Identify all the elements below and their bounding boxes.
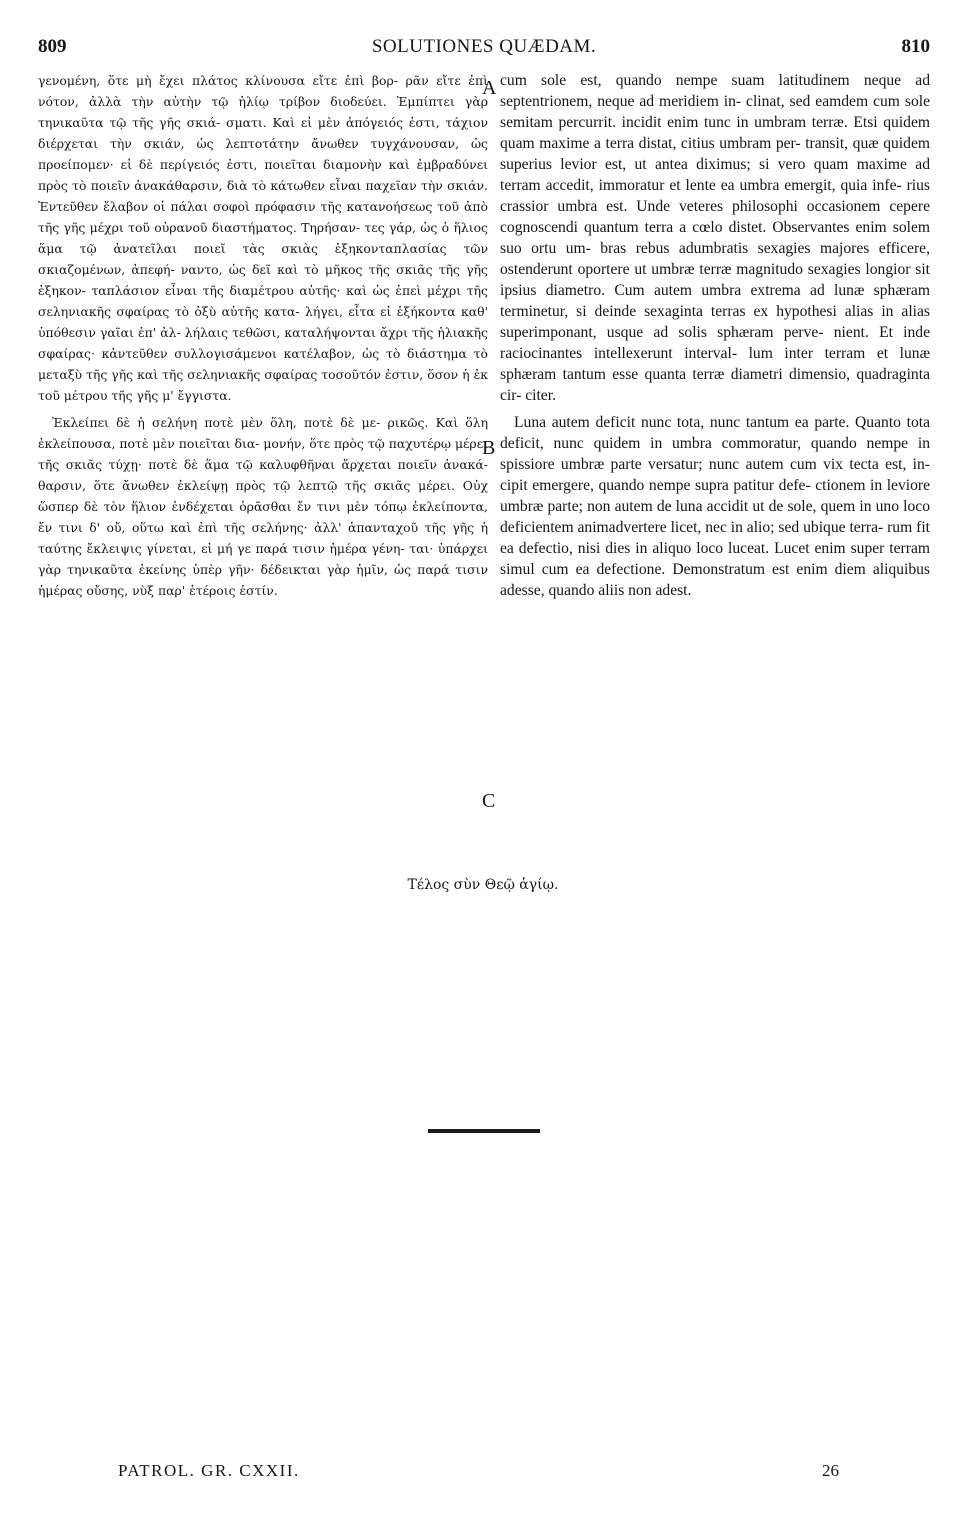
greek-column (38, 70, 488, 601)
latin-paragraph-2: Luna autem deficit nunc tota, nunc tantum ea parte. Quanto tota deficit, nunc quidem in umbra commoratur, quando nempe in spissiore umbræ parte versatur; nunc autem cum vix tecta est, in- cipit emergere, quando nempe supra patitur defe- ctionem in leviore umbræ parte; non autem de luna accidit ut de sole, quem in uno loco deficientem animadvertere licet, nec in alio; sed ubique terra- rum fit ea defectio, nisi dies in aliquo loco luceat. Lucet enim super terram simul cum ea defectione. Demonstratum est enim diem aliquibus adesse, quando aliis non adest. (500, 414, 930, 599)
end-rule (428, 1129, 540, 1133)
footer-sheet-number: 26 (822, 1461, 839, 1480)
greek-paragraph-1: γενομένη, ὅτε μὴ ἔχει πλάτος κλίνουσα εἴτε ἐπὶ βορ- ρᾶν εἴτε ἐπὶ νότον, ἀλλὰ τὴν αὐτὴν τῷ ἡλίῳ τρίβον διοδεύει. Ἐμπίπτει γὰρ τηνικαῦτα τῷ τῆς γῆς σκιά- σματι. Καὶ εἰ μὲν ἀπόγειός ἐστι, τάχιον διέρχεται τὴν σκιάν, ὡς λεπτοτάτην ἄνωθεν τυγχάνουσαν, ὡς προείπομεν· εἰ δὲ περίγειός ἐστι, ποιεῖται διαμονὴν καὶ ἐμβραδύνει πρὸς τὸ ποιεῖν ἀνακάθαρσιν, διὰ τὸ κάτωθεν εἶναι παχεῖαν τὴν σκιάν. Ἐντεῦθεν ἔλαβον οἱ πάλαι σοφοὶ πρόφασιν τῆς κατανοήσεως τοῦ ἀπὸ τῆς γῆς μέχρι τοῦ οὐρανοῦ διαστήματος. Τηρήσαν- τες γάρ, ὡς ὁ ἥλιος ἅμα τῷ ἀνατεῖλαι ποιεῖ τὰς σκιὰς ἑξηκονταπλασίας τῶν σκιαζομένων, ἀπεφή- ναντο, ὡς δεῖ καὶ τὸ μῆκος τῆς σκιᾶς τῆς γῆς ἑξηκον- ταπλάσιον εἶναι τῆς διαμέτρου αὐτῆς· καὶ ὡς ἐπεὶ μέχρι τῆς σεληνιακῆς σφαίρας τὸ ὀξὺ αὐτῆς κατα- λήγει, εἶτα εἰ ἑξήκοντα καθ' ὑπόθεσιν γαῖαι ἐπ' ἀλ- λήλαις τεθῶσι, καταλήψονται ἄχρι τῆς ἡλιακῆς σφαίρας· κἀντεῦθεν συλλογισάμενοι κατέλαβον, ὡς τὸ διάστημα τὸ μεταξὺ τῆς γῆς καὶ τῆς σεληνιακῆς σφαίρας τοσοῦτόν ἐστιν, ὅσον ἡ ἐκ τοῦ μέτρου τῆς γῆς μ' ἔγγιστα. (38, 73, 488, 403)
section-marker-c: C (482, 790, 496, 812)
closing-line: Τέλος σὺν Θεῷ ἁγίῳ. (407, 877, 559, 893)
page-number-right: 810 (901, 36, 930, 57)
section-marker-a: A (482, 77, 497, 99)
section-marker-b: B (482, 437, 496, 459)
greek-paragraph-2: Ἐκλείπει δὲ ἡ σελήνη ποτὲ μὲν ὅλη, ποτὲ δὲ με- ρικῶς. Καὶ ὅλη ἐκλείπουσα, ποτὲ μὲν ποιεῖται δια- μονήν, ὅτε πρὸς τῷ παχυτέρῳ μέρει τῆς σκιᾶς τύχῃ· ποτὲ δὲ ἅμα τῷ καλυφθῆναι ἄρχεται ποιεῖν ἀνακά- θαρσιν, ὅτε ἄνωθεν ἐκλείψῃ πρὸς τῷ λεπτῷ τῆς σκιᾶς μέρει. Οὐχ ὥσπερ δὲ τὸν ἥλιον ἐνδέχεται ὁρᾶσθαι ἔν τινι μὲν τόπῳ ἐκλείποντα, ἔν τινι δ' οὔ, οὕτω καὶ ἐπὶ τῆς σελήνης· ἀλλ' ἁπανταχοῦ τῆς γῆς ἡ ταύτης ἔκλειψις γίνεται, εἰ μή γε παρά τισιν ἡμέρα γένη- ται· ὑπάρχει γὰρ τηνικαῦτα ἐκείνης ὑπὲρ γῆν· δέδεικται γὰρ ἡμῖν, ὡς παρά τισιν ἡμέρας οὔσης, νὺξ παρ' ἑτέροις ἐστίν. (38, 415, 488, 598)
running-title: SOLUTIONES QUÆDAM. (371, 36, 597, 57)
page-number-left: 809 (38, 36, 67, 57)
footer-signature: PATROL. GR. CXXII. (118, 1461, 300, 1480)
latin-paragraph-1: cum sole est, quando nempe suam latitudinem neque ad septentrionem, neque ad meridiem in- clinat, sed eamdem cum sole semitam percurrit. incidit enim tunc in umbram terræ. Etsi quidem quam maxime a terra distat, citius umbram per- transit, quæ quidem superius levior est, ut antea diximus; si vero quam maxime ad terram accedit, immoratur et lente ea umbra emergit, quia infe- rius crassior umbra est. Unde veteres philosophi occasionem cepere cognoscendi quantum terra a cœlo distet. Observantes enim solem suo ortu um- bras rebus adumbratis sexagies majores efficere, ostenderunt oportere ut umbræ terræ magnitudo sexagies longior sit ipsius diametro. Cum autem umbra extrema ad lunæ sphæram terminetur, si deinde sexaginta terras ex hypothesi alias in alias superimponant, usque ad solis sphæram perve- nient. Et inde raciocinantes intellexerunt interval- lum inter terram et lunæ sphæram tantum esse quanta terræ diametri dimensio, quadraginta cir- citer. (500, 72, 930, 404)
running-header (38, 36, 930, 66)
latin-column (500, 70, 930, 601)
